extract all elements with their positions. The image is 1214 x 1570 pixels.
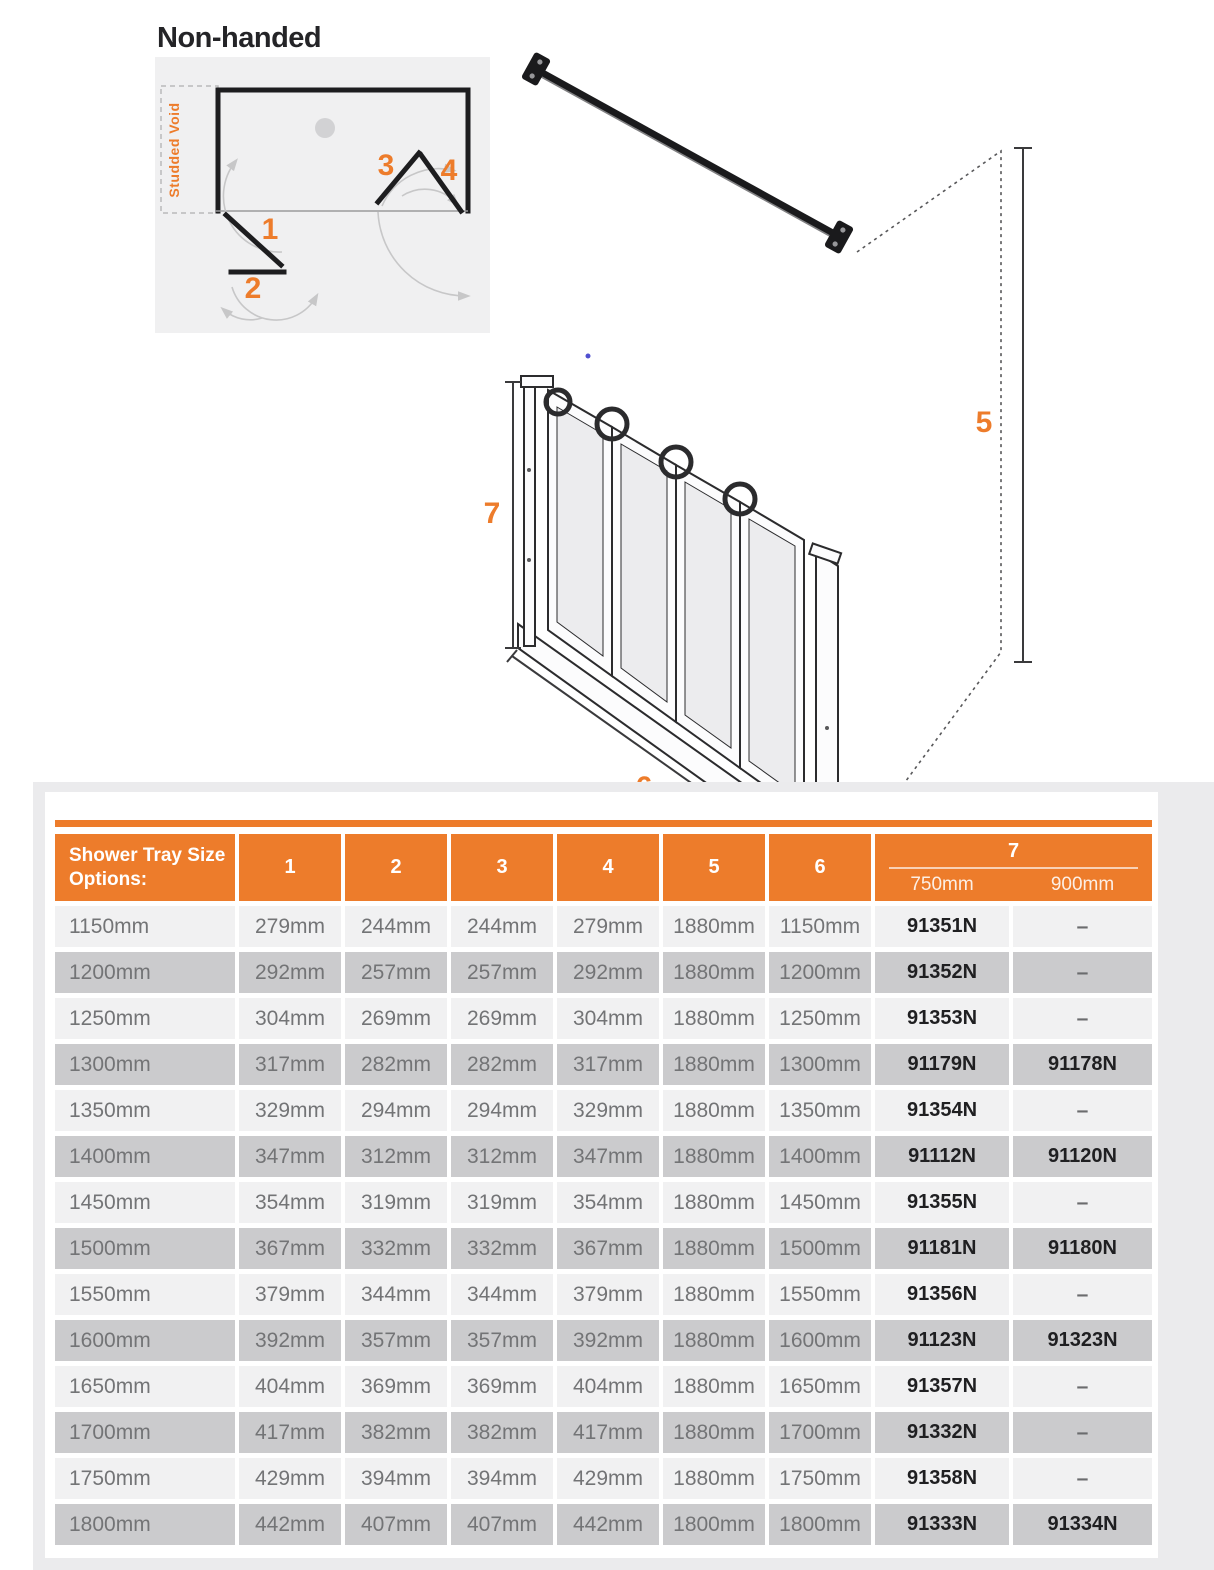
product-code-750-cell: 91179N xyxy=(875,1044,1009,1085)
dim-3-cell: 282mm xyxy=(451,1044,553,1085)
product-code-750-cell: 91357N xyxy=(875,1366,1009,1407)
left-post xyxy=(524,384,535,646)
dim-5-cell: 1880mm xyxy=(663,952,765,993)
rail-highlight xyxy=(536,74,837,240)
product-code-750-cell: 91354N xyxy=(875,1090,1009,1131)
product-code-900-cell: – xyxy=(1013,1090,1152,1131)
dim-6-cell: 1150mm xyxy=(769,906,871,947)
dim-2-cell: 282mm xyxy=(345,1044,447,1085)
glass-pane xyxy=(621,444,667,702)
product-code-750-cell: 91112N xyxy=(875,1136,1009,1177)
dim5-label: 5 xyxy=(975,406,993,439)
dim-3-cell: 344mm xyxy=(451,1274,553,1315)
shower-tray-size-cell: 1700mm xyxy=(55,1412,235,1453)
dim-1-cell: 329mm xyxy=(239,1090,341,1131)
wall-edge-and-dim5 xyxy=(855,148,1032,850)
dim-3-cell: 269mm xyxy=(451,998,553,1039)
rail-bar xyxy=(537,70,838,236)
header-col-6: 6 xyxy=(769,834,871,901)
dim-3-cell: 407mm xyxy=(451,1504,553,1545)
product-code-750-cell: 91353N xyxy=(875,998,1009,1039)
dim-4-cell: 304mm xyxy=(557,998,659,1039)
size-table-frame xyxy=(33,782,1214,1570)
dim-4-cell: 347mm xyxy=(557,1136,659,1177)
product-code-900-cell: 91180N xyxy=(1013,1228,1152,1269)
dim-2-cell: 382mm xyxy=(345,1412,447,1453)
dim-1-cell: 304mm xyxy=(239,998,341,1039)
shower-drain xyxy=(315,118,335,138)
dim-3-cell: 257mm xyxy=(451,952,553,993)
dim-2-cell: 294mm xyxy=(345,1090,447,1131)
dim-4-cell: 292mm xyxy=(557,952,659,993)
header-col-7-label: 7 xyxy=(1007,840,1020,862)
shower-tray-size-cell: 1300mm xyxy=(55,1044,235,1085)
dim-5-cell: 1880mm xyxy=(663,1412,765,1453)
dim-6-cell: 1400mm xyxy=(769,1136,871,1177)
dim-1-cell: 347mm xyxy=(239,1136,341,1177)
dim-3-cell: 332mm xyxy=(451,1228,553,1269)
door-label-3: 3 xyxy=(377,149,395,182)
dim7-label: 7 xyxy=(483,497,501,530)
shower-tray-size-cell: 1200mm xyxy=(55,952,235,993)
dim-6-cell: 1750mm xyxy=(769,1458,871,1499)
dim-2-cell: 369mm xyxy=(345,1366,447,1407)
dim-5-cell: 1880mm xyxy=(663,1182,765,1223)
header-sub-900: 900mm xyxy=(1050,874,1115,895)
glass-pane xyxy=(749,519,795,794)
header-col-3: 3 xyxy=(451,834,553,901)
product-code-900-cell: – xyxy=(1013,1274,1152,1315)
page-title: Non-handed xyxy=(157,22,322,55)
dim-6-cell: 1450mm xyxy=(769,1182,871,1223)
dim-3-cell: 357mm xyxy=(451,1320,553,1361)
dim-5-cell: 1880mm xyxy=(663,1228,765,1269)
shower-tray-size-cell: 1250mm xyxy=(55,998,235,1039)
dim-1-cell: 442mm xyxy=(239,1504,341,1545)
header-sub-750: 750mm xyxy=(910,874,974,895)
shower-tray-size-cell: 1650mm xyxy=(55,1366,235,1407)
dim-6-cell: 1350mm xyxy=(769,1090,871,1131)
product-code-750-cell: 91358N xyxy=(875,1458,1009,1499)
shower-tray-size-cell: 1350mm xyxy=(55,1090,235,1131)
dim-6-cell: 1300mm xyxy=(769,1044,871,1085)
dim-3-cell: 394mm xyxy=(451,1458,553,1499)
product-code-900-cell: 91120N xyxy=(1013,1136,1152,1177)
dim-4-cell: 279mm xyxy=(557,906,659,947)
dim-5-cell: 1880mm xyxy=(663,906,765,947)
dim-5-cell: 1880mm xyxy=(663,1458,765,1499)
product-code-750-cell: 91351N xyxy=(875,906,1009,947)
dim-5-cell: 1880mm xyxy=(663,1136,765,1177)
door-label-1: 1 xyxy=(261,213,279,246)
dim-6-cell: 1250mm xyxy=(769,998,871,1039)
dim-2-cell: 257mm xyxy=(345,952,447,993)
dim-1-cell: 279mm xyxy=(239,906,341,947)
rail-wall-bracket xyxy=(824,220,854,255)
dim-6-cell: 1700mm xyxy=(769,1412,871,1453)
table-top-rule xyxy=(55,820,1152,827)
dim-1-cell: 317mm xyxy=(239,1044,341,1085)
product-code-900-cell: 91323N xyxy=(1013,1320,1152,1361)
product-code-750-cell: 91333N xyxy=(875,1504,1009,1545)
header-col-4: 4 xyxy=(557,834,659,901)
dim-3-cell: 244mm xyxy=(451,906,553,947)
dim-4-cell: 367mm xyxy=(557,1228,659,1269)
dim-1-cell: 392mm xyxy=(239,1320,341,1361)
dim-1-cell: 404mm xyxy=(239,1366,341,1407)
dim-4-cell: 404mm xyxy=(557,1366,659,1407)
shower-tray-size-cell: 1600mm xyxy=(55,1320,235,1361)
shower-tray-size-cell: 1450mm xyxy=(55,1182,235,1223)
dim-2-cell: 319mm xyxy=(345,1182,447,1223)
product-code-900-cell: – xyxy=(1013,998,1152,1039)
shower-tray-size-cell: 1400mm xyxy=(55,1136,235,1177)
shower-tray-size-cell: 1500mm xyxy=(55,1228,235,1269)
glass-pane xyxy=(685,482,731,748)
plan-view-diagram xyxy=(155,57,490,333)
dim-2-cell: 312mm xyxy=(345,1136,447,1177)
shower-tray-size-cell: 1750mm xyxy=(55,1458,235,1499)
dim-1-cell: 367mm xyxy=(239,1228,341,1269)
shower-tray-size-cell: 1550mm xyxy=(55,1274,235,1315)
product-code-900-cell: – xyxy=(1013,906,1152,947)
product-code-750-cell: 91181N xyxy=(875,1228,1009,1269)
dim-2-cell: 332mm xyxy=(345,1228,447,1269)
shower-tray-size-cell: 1150mm xyxy=(55,906,235,947)
header-size-options: Shower Tray Size Options: xyxy=(55,834,235,901)
product-code-900-cell: – xyxy=(1013,1182,1152,1223)
dim-4-cell: 329mm xyxy=(557,1090,659,1131)
product-code-900-cell: 91178N xyxy=(1013,1044,1152,1085)
dim-5-cell: 1880mm xyxy=(663,1366,765,1407)
dim-6-cell: 1650mm xyxy=(769,1366,871,1407)
dim-1-cell: 354mm xyxy=(239,1182,341,1223)
dim-1-cell: 417mm xyxy=(239,1412,341,1453)
header-col-7-divider xyxy=(889,867,1138,869)
product-code-900-cell: – xyxy=(1013,952,1152,993)
shower-tray-size-cell: 1800mm xyxy=(55,1504,235,1545)
dim-3-cell: 382mm xyxy=(451,1412,553,1453)
product-code-750-cell: 91352N xyxy=(875,952,1009,993)
dim-4-cell: 392mm xyxy=(557,1320,659,1361)
product-code-900-cell: – xyxy=(1013,1412,1152,1453)
support-rail-drawing xyxy=(521,52,854,255)
product-code-750-cell: 91355N xyxy=(875,1182,1009,1223)
header-col-7 xyxy=(875,834,1152,901)
dim-1-cell: 379mm xyxy=(239,1274,341,1315)
dim-3-cell: 319mm xyxy=(451,1182,553,1223)
size-table xyxy=(55,834,1152,1545)
dim-2-cell: 344mm xyxy=(345,1274,447,1315)
glass-pane xyxy=(557,407,603,656)
technical-drawing xyxy=(0,0,1214,782)
dim-1-cell: 292mm xyxy=(239,952,341,993)
product-code-750-cell: 91356N xyxy=(875,1274,1009,1315)
dim-3-cell: 294mm xyxy=(451,1090,553,1131)
door-label-4: 4 xyxy=(440,154,458,187)
dim-6-cell: 1600mm xyxy=(769,1320,871,1361)
studded-void-label: Studded Void xyxy=(166,102,182,198)
dim-6-cell: 1800mm xyxy=(769,1504,871,1545)
product-code-900-cell: 91334N xyxy=(1013,1504,1152,1545)
dim-4-cell: 429mm xyxy=(557,1458,659,1499)
dim-3-cell: 312mm xyxy=(451,1136,553,1177)
dim-2-cell: 357mm xyxy=(345,1320,447,1361)
header-col-1: 1 xyxy=(239,834,341,901)
product-code-750-cell: 91332N xyxy=(875,1412,1009,1453)
dim-4-cell: 442mm xyxy=(557,1504,659,1545)
dim-6-cell: 1550mm xyxy=(769,1274,871,1315)
dim-6-cell: 1500mm xyxy=(769,1228,871,1269)
header-col-5: 5 xyxy=(663,834,765,901)
dim-5-cell: 1800mm xyxy=(663,1504,765,1545)
dim-5-cell: 1880mm xyxy=(663,998,765,1039)
dim6-tick xyxy=(507,650,517,662)
dim-1-cell: 429mm xyxy=(239,1458,341,1499)
dim-3-cell: 369mm xyxy=(451,1366,553,1407)
dim-5-cell: 1880mm xyxy=(663,1320,765,1361)
wall-edge-dashed xyxy=(855,151,1001,850)
dim-2-cell: 407mm xyxy=(345,1504,447,1545)
dim-5-cell: 1880mm xyxy=(663,1044,765,1085)
rail-wall-bracket xyxy=(521,52,551,87)
dim-4-cell: 417mm xyxy=(557,1412,659,1453)
product-code-750-cell: 91123N xyxy=(875,1320,1009,1361)
dim-2-cell: 269mm xyxy=(345,998,447,1039)
dim-5-cell: 1880mm xyxy=(663,1274,765,1315)
door-label-2: 2 xyxy=(244,272,262,305)
dim-4-cell: 379mm xyxy=(557,1274,659,1315)
dim-6-cell: 1200mm xyxy=(769,952,871,993)
dim-4-cell: 317mm xyxy=(557,1044,659,1085)
product-code-900-cell: – xyxy=(1013,1458,1152,1499)
dim-5-cell: 1880mm xyxy=(663,1090,765,1131)
dim-2-cell: 244mm xyxy=(345,906,447,947)
dim-2-cell: 394mm xyxy=(345,1458,447,1499)
header-col-2: 2 xyxy=(345,834,447,901)
stray-blue-dot xyxy=(586,354,591,359)
dim-4-cell: 354mm xyxy=(557,1182,659,1223)
left-post-cap xyxy=(521,376,553,387)
product-code-900-cell: – xyxy=(1013,1366,1152,1407)
size-table-card xyxy=(45,792,1158,1558)
